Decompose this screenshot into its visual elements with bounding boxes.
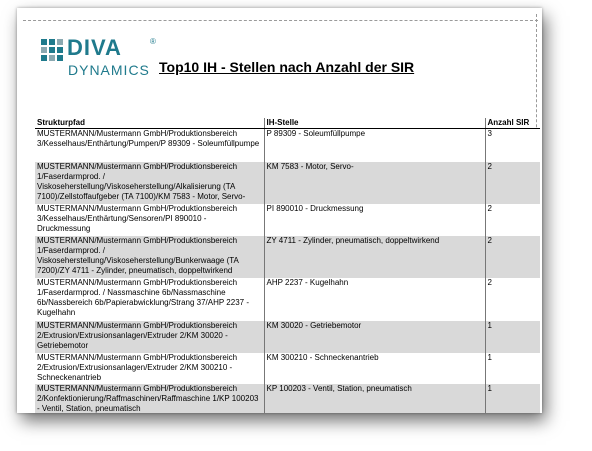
structure-path-cell: MUSTERMANN/Mustermann GmbH/Produktionsbereich 1/Faserdarmprod. / Nassmaschine 6b/Nassmaschine 6b/Nassbereich 6b/Papierabwicklung/Strang 37/AHP 2237 - Kugelhahn	[35, 278, 264, 321]
ih-stelle-cell: KM 7583 - Motor, Servo-	[264, 162, 485, 204]
ih-stelle-cell: PI 890010 - Druckmessung	[264, 204, 485, 236]
logo-registered-mark: ®	[150, 37, 156, 46]
sir-count-cell: 2	[485, 162, 540, 204]
logo-sub-text: DYNAMICS	[68, 62, 150, 78]
table-row	[35, 204, 540, 236]
ih-stelle-cell: KM 30020 - Getriebemotor	[264, 321, 485, 353]
sir-count-cell: 2	[485, 278, 540, 321]
ih-stelle-cell: P 89309 - Soleumfüllpumpe	[264, 129, 485, 162]
sir-count-cell: 3	[485, 129, 540, 162]
report-title: Top10 IH - Stellen nach Anzahl der SIR	[159, 59, 415, 75]
sir-count-cell: 2	[485, 236, 540, 278]
structure-path-cell: MUSTERMANN/Mustermann GmbH/Produktionsbereich 2/Extrusion/Extrusionsanlagen/Extruder 2/KM 300210 - Schneckenantrieb	[35, 353, 264, 384]
structure-path-cell: MUSTERMANN/Mustermann GmbH/Produktionsbereich 2/Konfektionierung/Raffmaschinen/Raffmaschine 1/KP 100203 - Ventil, Station, pneumatisch	[35, 384, 264, 414]
ih-stelle-cell: KP 100203 - Ventil, Station, pneumatisch	[264, 384, 485, 414]
report-page	[17, 8, 542, 413]
table-row	[35, 278, 540, 321]
table-row	[35, 162, 540, 204]
diva-dynamics-logo	[41, 35, 156, 84]
ih-stelle-cell: KM 300210 - Schneckenantrieb	[264, 353, 485, 384]
sir-count-cell: 1	[485, 321, 540, 353]
page-margin-guide-top	[23, 20, 538, 21]
table-row	[35, 236, 540, 278]
column-header-ih-stelle: IH-Stelle	[264, 118, 485, 129]
logo-grid-icon	[41, 39, 63, 61]
structure-path-cell: MUSTERMANN/Mustermann GmbH/Produktionsbereich 3/Kesselhaus/Enthärtung/Pumpen/P 89309 - Soleumfüllpumpe	[35, 129, 264, 162]
ih-stelle-cell: AHP 2237 - Kugelhahn	[264, 278, 485, 321]
sir-count-cell: 1	[485, 353, 540, 384]
ih-stelle-cell: ZY 4711 - Zylinder, pneumatisch, doppeltwirkend	[264, 236, 485, 278]
table-row	[35, 353, 540, 384]
sir-count-cell: 1	[485, 384, 540, 414]
table-header-row	[35, 118, 540, 129]
table-row	[35, 384, 540, 414]
logo-brand-text: DIVA	[67, 35, 122, 60]
structure-path-cell: MUSTERMANN/Mustermann GmbH/Produktionsbereich 2/Extrusion/Extrusionsanlagen/Extruder 2/KM 30020 - Getriebemotor	[35, 321, 264, 353]
structure-path-cell: MUSTERMANN/Mustermann GmbH/Produktionsbereich 3/Kesselhaus/Enthärtung/Sensoren/PI 890010 - Druckmessung	[35, 204, 264, 236]
table-row	[35, 321, 540, 353]
structure-path-cell: MUSTERMANN/Mustermann GmbH/Produktionsbereich 1/Faserdarmprod. / Viskoseherstellung/Viskoseherstellung/Alkalisierung (TA 7100)/Zellstoffaufgeber (TA 7100)/KM 7583 - Motor, Servo-	[35, 162, 264, 204]
column-header-anzahl-sir: Anzahl SIR	[485, 118, 540, 129]
report-table	[35, 118, 540, 413]
structure-path-cell: MUSTERMANN/Mustermann GmbH/Produktionsbereich 1/Faserdarmprod. / Viskoseherstellung/Viskoseherstellung/Bunkerwaage (TA 7200)/ZY 4711 - Zylinder, pneumatisch, doppeltwirkend	[35, 236, 264, 278]
table-row	[35, 129, 540, 162]
sir-count-cell: 2	[485, 204, 540, 236]
column-header-strukturpfad: Strukturpfad	[35, 118, 264, 129]
